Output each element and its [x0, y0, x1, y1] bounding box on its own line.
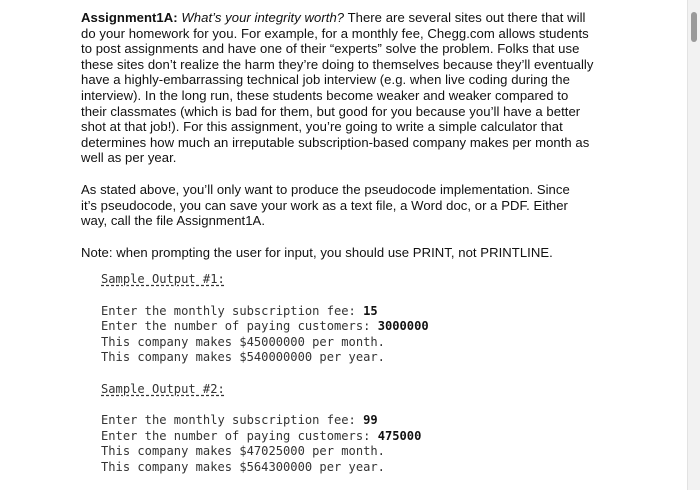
intro-line: these sites don’t realize the harm they’re doing to themselves because they’ll eventually	[81, 56, 594, 72]
sample-output-1	[101, 272, 616, 366]
vertical-scrollbar[interactable]	[687, 0, 700, 490]
intro-line: shot at that job!). For this assignment, you’re going to write a simple calculator that	[81, 119, 563, 135]
customers-prompt-line	[101, 319, 616, 335]
customers-prompt-line	[101, 429, 616, 445]
instructions-line: As stated above, you’ll only want to produce the pseudocode implementation. Since	[81, 181, 570, 197]
input-note: Note: when prompting the user for input, you should use PRINT, not PRINTLINE.	[81, 244, 553, 260]
scrollbar-thumb[interactable]	[691, 12, 697, 42]
intro-line: their classmates (which is bad for them, but good for you because you’ll have a better	[81, 103, 581, 119]
customers-prompt: Enter the number of paying customers:	[101, 428, 378, 443]
fee-input-value: 99	[363, 413, 378, 428]
instructions-paragraph	[81, 182, 616, 229]
sample-output-title: Sample Output #2:	[101, 381, 225, 396]
fee-prompt: Enter the monthly subscription fee:	[101, 413, 364, 428]
integrity-question: What’s your integrity worth?	[181, 10, 345, 25]
fee-prompt-line	[101, 304, 616, 320]
assignment-title: Assignment1A:	[81, 10, 178, 25]
intro-line: have a highly-embarrassing technical job interview (e.g. when live coding during the	[81, 72, 570, 88]
sample-output-2	[101, 382, 616, 476]
fee-input-value: 15	[363, 303, 378, 318]
intro-line: determines how much an irreputable subscription-based company makes per month as	[81, 134, 590, 150]
monthly-result: This company makes $45000000 per month.	[101, 334, 385, 349]
sample-output-title: Sample Output #1:	[101, 272, 225, 287]
yearly-result: This company makes $540000000 per year.	[101, 350, 385, 365]
customers-input-value: 475000	[377, 428, 422, 443]
customers-prompt: Enter the number of paying customers:	[101, 319, 378, 334]
fee-prompt-line	[101, 413, 616, 429]
assignment-content	[81, 10, 616, 475]
intro-paragraph	[81, 10, 616, 166]
intro-line: do your homework for you. For example, for a monthly fee, Chegg.com allows students	[81, 25, 589, 41]
instructions-line: way, call the file Assignment1A.	[81, 213, 266, 229]
intro-line: well as per year.	[81, 150, 177, 166]
monthly-result: This company makes $47025000 per month.	[101, 444, 385, 459]
fee-prompt: Enter the monthly subscription fee:	[101, 303, 364, 318]
intro-line: interview). In the long run, these students become weaker and weaker compared to	[81, 87, 569, 103]
customers-input-value: 3000000	[377, 319, 429, 334]
intro-line: There are several sites out there that will	[347, 10, 586, 25]
yearly-result: This company makes $564300000 per year.	[101, 459, 385, 474]
intro-line: to post assignments and have one of their “experts” solve the problem. Folks that use	[81, 41, 580, 57]
instructions-line: it’s pseudocode, you can save your work as a text file, a Word doc, or a PDF. Either	[81, 197, 568, 213]
